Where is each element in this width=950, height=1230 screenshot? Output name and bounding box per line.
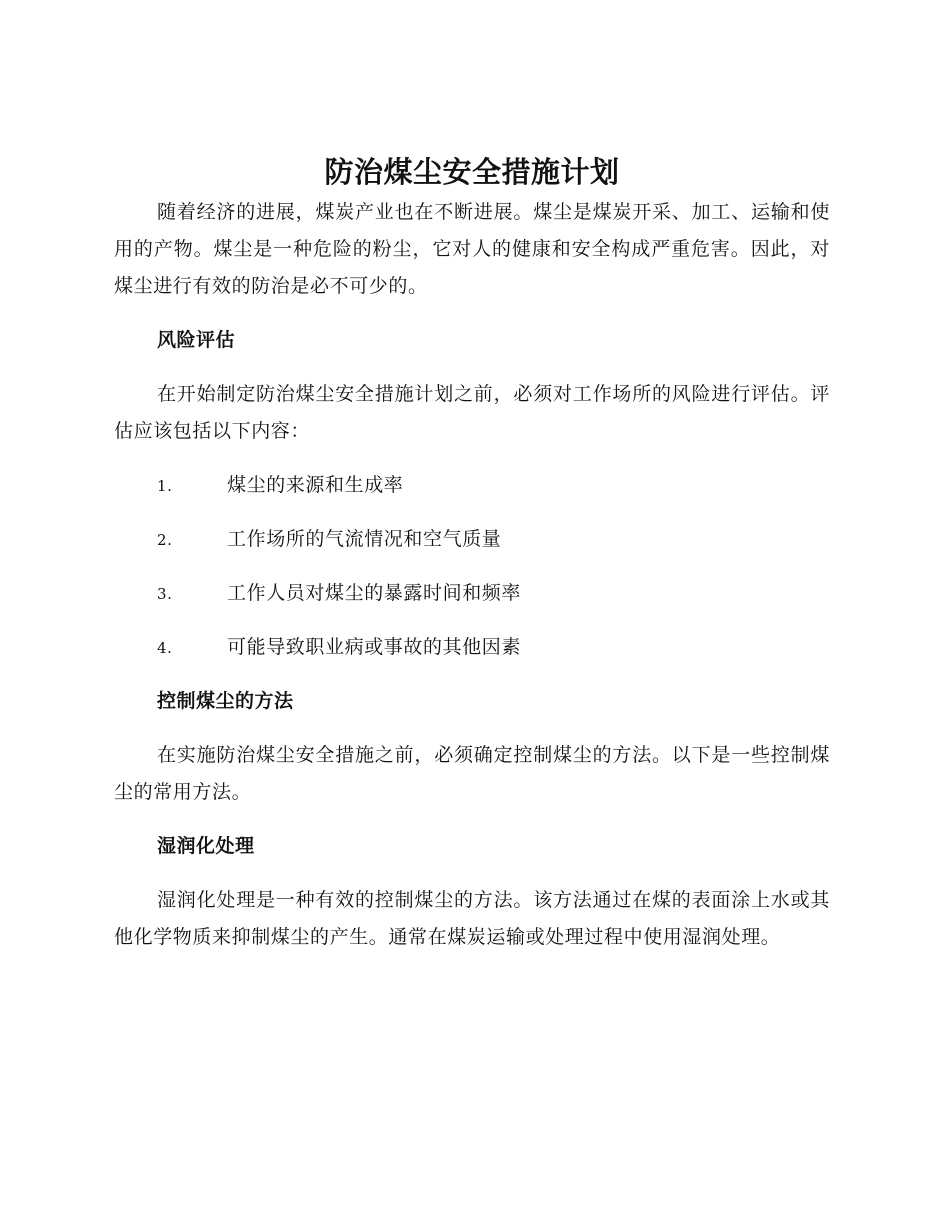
list-item-text: 工作人员对煤尘的暴露时间和频率 (227, 582, 522, 604)
list-item-text: 可能导致职业病或事故的其他因素 (227, 636, 522, 658)
dust-control-methods-paragraph: 在实施防治煤尘安全措施之前，必须确定控制煤尘的方法。以下是一些控制煤尘的常用方法。 (114, 744, 830, 803)
list-item (114, 467, 830, 504)
list-item (114, 575, 830, 612)
section-heading-dust-control-methods: 控制煤尘的方法 (157, 690, 294, 712)
list-item (114, 521, 830, 558)
list-item-number: 4. (157, 639, 173, 657)
list-item-number: 1. (157, 477, 173, 495)
intro-paragraph: 随着经济的进展，煤炭产业也在不断进展。煤尘是煤炭开采、加工、运输和使用的产物。煤尘是一种危险的粉尘，它对人的健康和安全构成严重危害。因此，对煤尘进行有效的防治是必不可少的。 (114, 201, 830, 297)
list-item (114, 629, 830, 666)
list-item-text: 煤尘的来源和生成率 (227, 474, 404, 496)
risk-assessment-paragraph: 在开始制定防治煤尘安全措施计划之前，必须对工作场所的风险进行评估。评估应该包括以下内容： (114, 383, 830, 442)
section-heading-wetting-treatment: 湿润化处理 (157, 835, 255, 857)
document-page (114, 150, 830, 956)
list-item-text: 工作场所的气流情况和空气质量 (227, 528, 502, 550)
risk-assessment-list (114, 467, 830, 666)
list-item-number: 3. (157, 585, 173, 603)
document-title: 防治煤尘安全措施计划 (324, 155, 620, 189)
section-heading-risk-assessment: 风险评估 (157, 329, 236, 351)
list-item-number: 2. (157, 531, 173, 549)
wetting-treatment-paragraph: 湿润化处理是一种有效的控制煤尘的方法。该方法通过在煤的表面涂上水或其他化学物质来抑制煤尘的产生。通常在煤炭运输或处理过程中使用湿润处理。 (114, 889, 830, 948)
